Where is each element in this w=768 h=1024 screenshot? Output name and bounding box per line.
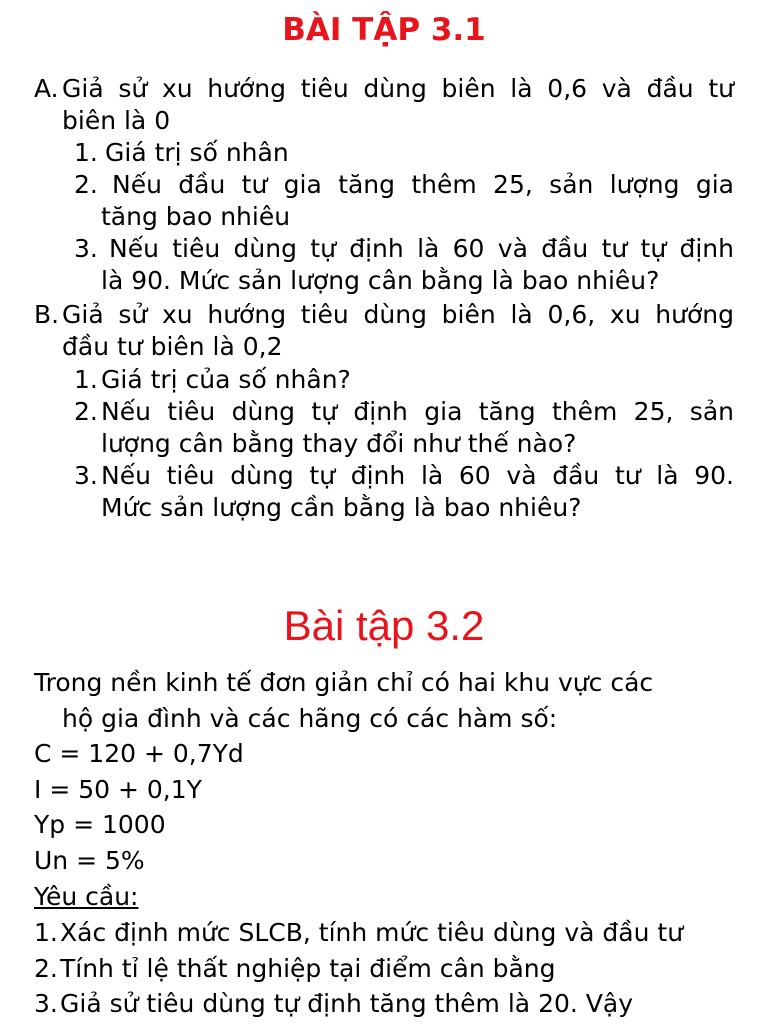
part-a-item-2-number: 2.	[74, 170, 98, 199]
part-b-item-1-line-1: Giá trị của số nhân?	[101, 365, 351, 394]
requirement-1-number: 1.	[34, 918, 58, 947]
requirements-heading: Yêu cầu:	[34, 882, 139, 911]
part-a-item-1-line-1: Giá trị số nhân	[105, 138, 289, 167]
part-b-label: B.	[34, 300, 60, 329]
part-b-item-2-line-1: Nếu tiêu dùng tự định gia tăng thêm 25, sản	[101, 397, 734, 426]
equation-potential-output: Yp = 1000	[34, 810, 166, 839]
part-a-intro-line-1: Giả sử xu hướng tiêu dùng biên là 0,6 và đầu tư	[62, 74, 734, 103]
exercise-2-intro-line-1: Trong nền kinh tế đơn giản chỉ có hai khu vực các	[34, 668, 654, 697]
part-b-item-3-line-1: Nếu tiêu dùng tự định là 60 và đầu tư là 90.	[101, 461, 734, 490]
requirement-2-number: 2.	[34, 954, 58, 983]
part-b-item-2-line-2: lượng cân bằng thay đổi như thế nào?	[101, 429, 577, 458]
requirement-1-text: Xác định mức SLCB, tính mức tiêu dùng và đầu tư	[60, 918, 684, 947]
part-b-item-2-number: 2.	[74, 397, 98, 426]
part-a-item-1-number: 1.	[74, 138, 98, 167]
part-b-item-3-line-2: Mức sản lượng cần bằng là bao nhiêu?	[101, 493, 582, 522]
requirement-3-number: 3.	[34, 989, 58, 1018]
equation-natural-unemployment: Un = 5%	[34, 846, 145, 875]
part-a-label: A.	[34, 74, 59, 103]
equation-consumption: C = 120 + 0,7Yd	[34, 739, 244, 768]
part-a-item-2-line-1: Nếu đầu tư gia tăng thêm 25, sản lượng gia	[112, 170, 734, 199]
part-a-item-2-line-2: tăng bao nhiêu	[101, 202, 291, 231]
part-b-intro-line-1: Giả sử xu hướng tiêu dùng biên là 0,6, xu hướng	[62, 300, 734, 329]
exercise-2-title: Bài tập 3.2	[283, 602, 485, 649]
exercise-1-title: BÀI TẬP 3.1	[282, 12, 486, 48]
part-a-item-3-line-2: là 90. Mức sản lượng cân bằng là bao nhiêu?	[101, 266, 660, 295]
part-b-item-1-number: 1.	[74, 365, 98, 394]
equation-investment: I = 50 + 0,1Y	[34, 775, 202, 804]
part-a-item-3-line-1: Nếu tiêu dùng tự định là 60 và đầu tư tự định	[109, 234, 734, 263]
exercise-2-intro-line-2: hộ gia đình và các hãng có các hàm số:	[62, 704, 558, 733]
requirement-2-text: Tính tỉ lệ thất nghiệp tại điểm cân bằng	[60, 954, 556, 983]
requirement-3-text: Giả sử tiêu dùng tự định tăng thêm là 20. Vậy	[60, 989, 633, 1018]
part-b-item-3-number: 3.	[74, 461, 98, 490]
part-a-intro-line-2: biên là 0	[62, 106, 171, 135]
part-b-intro-line-2: đầu tư biên là 0,2	[62, 332, 283, 361]
part-a-item-3-number: 3.	[74, 234, 98, 263]
